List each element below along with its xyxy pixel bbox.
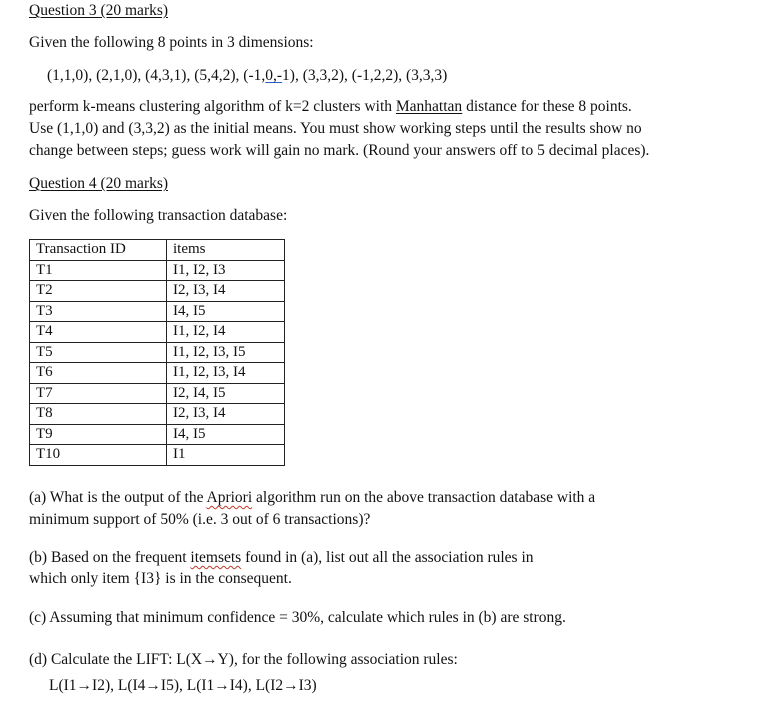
items-cell: I2, I3, I4 [167, 281, 285, 302]
items-cell: I4, I5 [167, 301, 285, 322]
q3-instruction-line-1 [29, 97, 632, 117]
transaction-id-cell: T7 [30, 383, 167, 404]
items-cell: I2, I3, I4 [167, 404, 285, 425]
transaction-id-cell: T2 [30, 281, 167, 302]
table-row [30, 404, 285, 425]
q4b-text-c: found in (a), list out all the association rules in [241, 549, 534, 566]
items-cell: I2, I4, I5 [167, 383, 285, 404]
q4-heading: Question 4 (20 marks) [29, 175, 169, 192]
items-cell: I1, I2, I3 [167, 260, 285, 281]
table-row [30, 424, 285, 445]
q3-heading: Question 3 (20 marks) [29, 2, 169, 19]
q4b-text-a: (b) Based on the frequent [29, 549, 191, 566]
q3-manhattan: Manhattan [395, 98, 463, 115]
table-row [30, 322, 285, 343]
items-cell: I1, I2, I3, I4 [167, 363, 285, 384]
q4a-line-1 [29, 488, 595, 508]
transaction-id-cell: T3 [30, 301, 167, 322]
transaction-id-cell: T10 [30, 445, 167, 466]
q3-points-part-b: 0,- [265, 67, 283, 84]
q3-instruction-1a: perform k-means clustering algorithm of k=2 clusters with [29, 98, 396, 115]
q4d-line-2: L(I1→I2), L(I4→I5), L(I1→I4), L(I2→I3) [49, 677, 317, 694]
items-cell: I1, I2, I4 [167, 322, 285, 343]
transaction-id-cell: T6 [30, 363, 167, 384]
q3-points-part-a: (1,1,0), (2,1,0), (4,3,1), (5,4,2), (-1, [47, 67, 266, 84]
q3-instruction-line-2: Use (1,1,0) and (3,3,2) as the initial means. You must show working steps until the results show no [29, 120, 642, 137]
q4b-line-1 [29, 548, 534, 568]
q4a-text-a: (a) What is the output of the [29, 489, 207, 506]
table-row [30, 260, 285, 281]
q4a-text-c: algorithm run on the above transaction database with a [252, 489, 596, 506]
column-header-transaction-id: Transaction ID [30, 240, 167, 261]
q4b-itemsets: itemsets [190, 549, 242, 566]
items-cell: I1 [167, 445, 285, 466]
q4b-line-2: which only item {I3} is in the consequent. [29, 570, 292, 587]
transaction-id-cell: T1 [30, 260, 167, 281]
table-header-row [30, 240, 285, 261]
q3-intro: Given the following 8 points in 3 dimensions: [29, 34, 314, 51]
q4c-line-1: (c) Assuming that minimum confidence = 30%, calculate which rules in (b) are strong. [29, 609, 566, 626]
q4a-apriori: Apriori [206, 489, 253, 506]
items-cell: I1, I2, I3, I5 [167, 342, 285, 363]
q3-instruction-line-3: change between steps; guess work will gain no mark. (Round your answers off to 5 decimal places). [29, 142, 650, 159]
table-row [30, 383, 285, 404]
transaction-id-cell: T9 [30, 424, 167, 445]
table-row [30, 301, 285, 322]
q3-points [47, 66, 447, 86]
table-row [30, 281, 285, 302]
table-row [30, 445, 285, 466]
table-row [30, 342, 285, 363]
table-row [30, 363, 285, 384]
q3-points-part-c: 1), (3,3,2), (-1,2,2), (3,3,3) [282, 67, 448, 84]
column-header-items: items [167, 240, 285, 261]
transaction-table [29, 239, 285, 466]
items-cell: I4, I5 [167, 424, 285, 445]
transaction-id-cell: T5 [30, 342, 167, 363]
q3-instruction-1c: distance for these 8 points. [462, 98, 632, 115]
transaction-id-cell: T4 [30, 322, 167, 343]
q4d-line-1: (d) Calculate the LIFT: L(X→Y), for the following association rules: [29, 651, 458, 668]
transaction-id-cell: T8 [30, 404, 167, 425]
q4-intro: Given the following transaction database: [29, 207, 288, 224]
q4a-line-2: minimum support of 50% (i.e. 3 out of 6 transactions)? [29, 511, 371, 528]
